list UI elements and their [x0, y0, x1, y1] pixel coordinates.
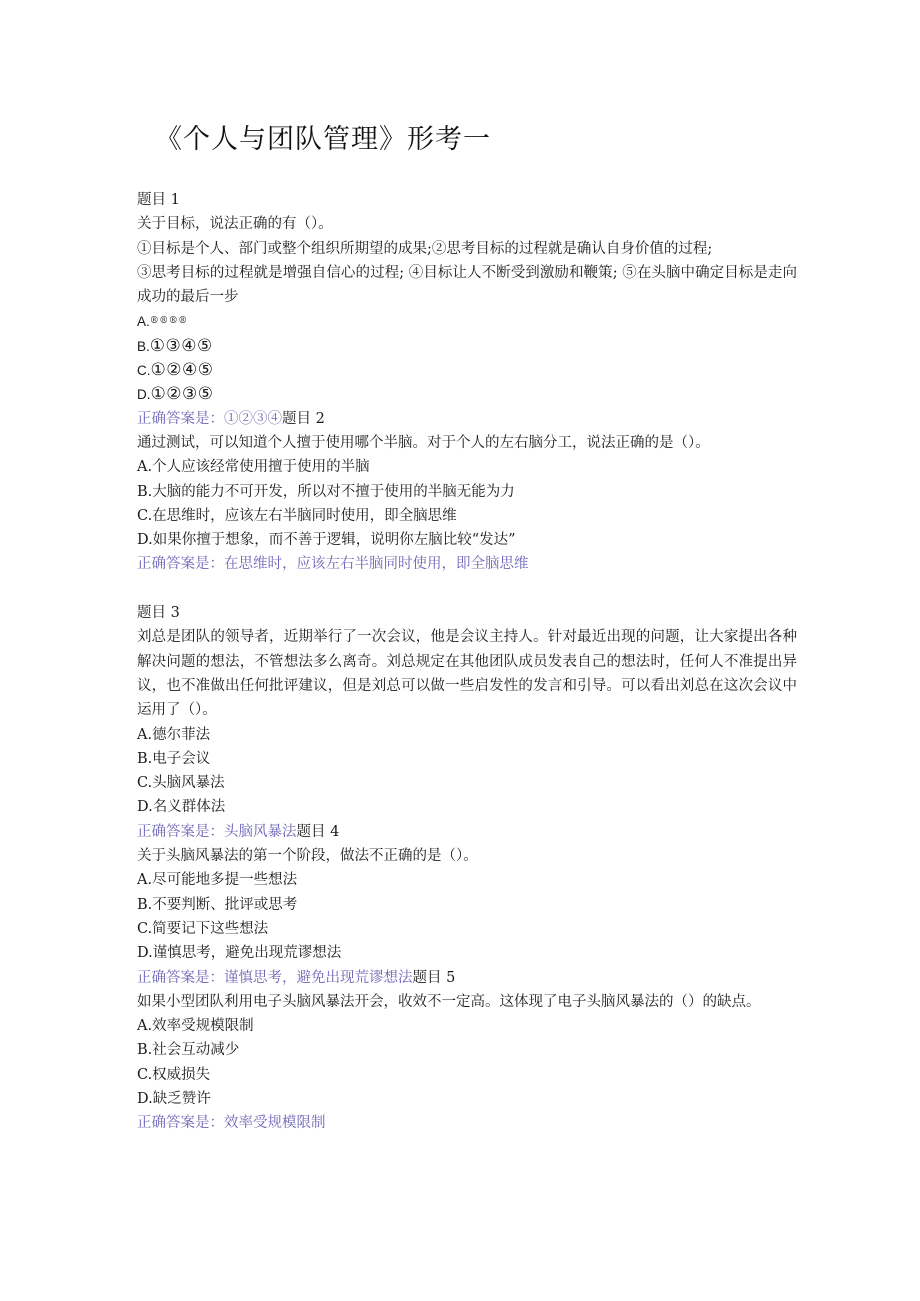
option-letter: A.: [137, 314, 150, 330]
question-list: [137, 188, 797, 1136]
question-5: [137, 990, 797, 1136]
answer-line: [137, 966, 797, 990]
question-stem: 关于头脑风暴法的第一个阶段，做法不正确的是（）。: [137, 848, 478, 865]
answer-line: [137, 407, 797, 431]
question-4: [137, 844, 797, 990]
option-b: B.不要判断、批评或思考: [137, 896, 298, 913]
option-b: [137, 334, 797, 358]
question-number: 题目 1: [137, 192, 180, 208]
option-d: [137, 382, 797, 406]
option-b: B.电子会议: [137, 750, 211, 767]
spacer: [137, 577, 797, 601]
option-b: B.社会互动减少: [137, 1042, 240, 1059]
option-a: [137, 309, 797, 333]
question-2: [137, 431, 797, 577]
correct-answer: 正确答案是：谨慎思考，避免出现荒谬想法: [137, 969, 413, 986]
answer-line: [137, 820, 797, 844]
option-c: C.简要记下这些想法: [137, 920, 269, 937]
question-stem: 如果小型团队利用电子头脑风暴法开会，收效不一定高。这体现了电子头脑风暴法的（）的缺点。: [137, 993, 761, 1010]
correct-answer: 正确答案是：效率受规模限制: [137, 1115, 326, 1132]
option-c: C.在思维时，应该左右半脑同时使用，即全脑思维: [137, 507, 457, 524]
option-a: A.效率受规模限制: [137, 1018, 254, 1035]
option-c: C.头脑风暴法: [137, 775, 225, 792]
option-text: ①②④⑤: [150, 360, 214, 381]
question-stem: 通过测试，可以知道个人擅于使用哪个半脑。对于个人的左右脑分工，说法正确的是（）。: [137, 434, 710, 451]
option-letter: C.: [137, 363, 151, 379]
question-number: 题目 2: [282, 410, 325, 427]
question-number: 题目 3: [137, 605, 180, 622]
correct-answer: 正确答案是：①②③④: [137, 410, 282, 427]
option-a: A.尽可能地多提一些想法: [137, 872, 298, 889]
option-text: ®®®®: [149, 316, 188, 327]
question-stem: 关于目标，说法正确的有（）。: [137, 216, 333, 233]
option-b: B.大脑的能力不可开发，所以对不擅于使用的半脑无能为力: [137, 483, 515, 500]
option-d: D.名义群体法: [137, 799, 226, 816]
option-d: D.缺乏赞许: [137, 1090, 211, 1107]
statement-line: ③思考目标的过程就是增强自信心的过程; ④目标让人不断受到激励和鞭策; ⑤在头脑中确定目标是走向成功的最后一步: [137, 264, 797, 306]
option-c: C.权威损失: [137, 1066, 211, 1083]
option-d: D.谨慎思考，避免出现荒谬想法: [137, 945, 342, 962]
option-text: ①②③⑤: [150, 384, 214, 405]
option-text: ①③④⑤: [149, 335, 213, 356]
correct-answer: 正确答案是：头脑风暴法: [137, 823, 297, 840]
option-letter: D.: [137, 387, 151, 403]
question-number: 题目 5: [412, 969, 456, 986]
correct-answer: 正确答案是：在思维时，应该左右半脑同时使用，即全脑思维: [137, 556, 529, 573]
option-c: [137, 358, 797, 382]
question-stem: 刘总是团队的领导者，近期举行了一次会议，他是会议主持人。针对最近出现的问题，让大家提出各种解决问题的想法，不管想法多么离奇。刘总规定在其他团队成员发表自己的想法时，任何人不准提出异议，也不准做出任何批评建议，但是刘总可以做一些启发性的发言和引导。可以看出刘总在这次会议中运用了（）。: [137, 629, 797, 719]
option-a: A.德尔菲法: [137, 726, 211, 743]
document-title: 《个人与团队管理》形考一: [155, 124, 491, 155]
option-a: A.个人应该经常使用擅于使用的半脑: [137, 459, 370, 476]
option-d: D.如果你擅于想象，而不善于逻辑，说明你左脑比较“发达”: [137, 532, 516, 549]
question-number: 题目 4: [296, 823, 340, 840]
statement-line: ①目标是个人、部门或整个组织所期望的成果;②思考目标的过程就是确认自身价值的过程;: [137, 240, 713, 257]
question-3: [137, 601, 797, 844]
question-1: [137, 188, 797, 431]
option-letter: B.: [137, 338, 150, 354]
